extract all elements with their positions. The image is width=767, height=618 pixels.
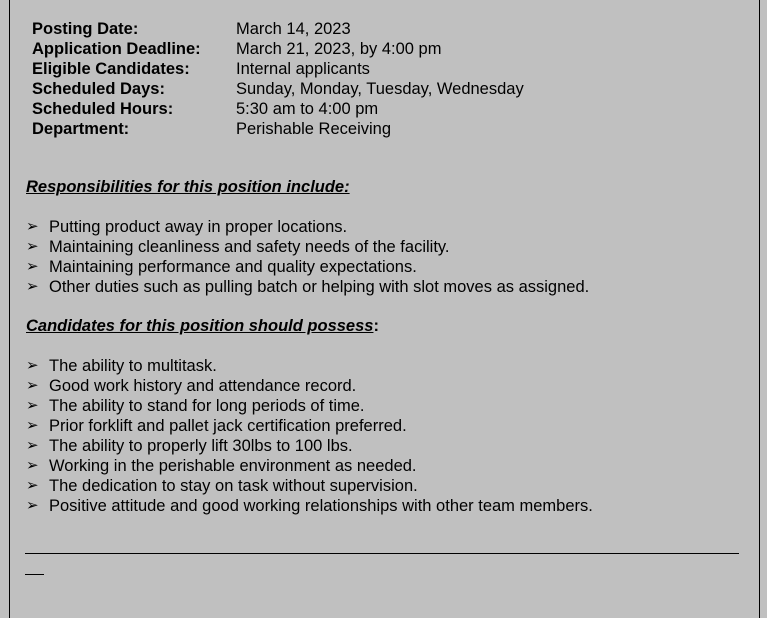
- arrowhead-bullet-icon: ➢: [26, 238, 39, 255]
- arrowhead-bullet-icon: ➢: [26, 497, 39, 514]
- posting-date-row: [32, 19, 524, 39]
- signature-rule: [25, 553, 739, 554]
- scheduled-days-row: [32, 79, 524, 99]
- list-item-text: Maintaining performance and quality expectations.: [49, 258, 417, 276]
- scheduled-days-label: Scheduled Days:: [32, 80, 165, 98]
- list-item: [26, 436, 593, 456]
- posting-info: [32, 19, 524, 139]
- signature-rule-continuation: [25, 574, 44, 575]
- scheduled-hours-value: 5:30 am to 4:00 pm: [236, 100, 379, 118]
- list-item-text: Maintaining cleanliness and safety needs of the facility.: [49, 238, 450, 256]
- list-item-text: Working in the perishable environment as needed.: [49, 457, 417, 475]
- list-item-text: The ability to multitask.: [49, 357, 217, 375]
- list-item: [26, 496, 593, 516]
- responsibilities-heading: [26, 177, 350, 197]
- list-item-text: Prior forklift and pallet jack certification preferred.: [49, 417, 407, 435]
- list-item: [26, 476, 593, 496]
- list-item: [26, 237, 589, 257]
- list-item: [26, 376, 593, 396]
- eligible-candidates-value: Internal applicants: [236, 60, 370, 78]
- arrowhead-bullet-icon: ➢: [26, 437, 39, 454]
- qualifications-list: [26, 356, 593, 516]
- scheduled-hours-label: Scheduled Hours:: [32, 100, 174, 118]
- list-item-text: The dedication to stay on task without supervision.: [49, 477, 418, 495]
- department-row: [32, 119, 524, 139]
- list-item: [26, 277, 589, 297]
- qualifications-heading-text: Candidates for this position should possess: [26, 317, 374, 335]
- application-deadline-label: Application Deadline:: [32, 40, 201, 58]
- arrowhead-bullet-icon: ➢: [26, 218, 39, 235]
- arrowhead-bullet-icon: ➢: [26, 258, 39, 275]
- posting-date-value: March 14, 2023: [236, 20, 351, 38]
- application-deadline-value: March 21, 2023, by 4:00 pm: [236, 40, 442, 58]
- scheduled-hours-row: [32, 99, 524, 119]
- list-item: [26, 416, 593, 436]
- list-item: [26, 356, 593, 376]
- list-item-text: Good work history and attendance record.: [49, 377, 357, 395]
- arrowhead-bullet-icon: ➢: [26, 377, 39, 394]
- list-item: [26, 456, 593, 476]
- list-item-text: Putting product away in proper locations.: [49, 218, 348, 236]
- responsibilities-list: [26, 217, 589, 297]
- application-deadline-row: [32, 39, 524, 59]
- responsibilities-heading-text: Responsibilities for this position include:: [26, 178, 350, 196]
- posting-date-label: Posting Date:: [32, 20, 139, 38]
- list-item: [26, 396, 593, 416]
- arrowhead-bullet-icon: ➢: [26, 357, 39, 374]
- eligible-candidates-label: Eligible Candidates:: [32, 60, 190, 78]
- arrowhead-bullet-icon: ➢: [26, 417, 39, 434]
- list-item-text: The ability to stand for long periods of time.: [49, 397, 365, 415]
- department-value: Perishable Receiving: [236, 120, 392, 138]
- arrowhead-bullet-icon: ➢: [26, 278, 39, 295]
- list-item: [26, 217, 589, 237]
- qualifications-heading-colon: :: [373, 317, 379, 335]
- list-item: [26, 257, 589, 277]
- list-item-text: The ability to properly lift 30lbs to 100 lbs.: [49, 437, 353, 455]
- list-item-text: Other duties such as pulling batch or helping with slot moves as assigned.: [49, 278, 590, 296]
- department-label: Department:: [32, 120, 130, 138]
- arrowhead-bullet-icon: ➢: [26, 477, 39, 494]
- eligible-candidates-row: [32, 59, 524, 79]
- list-item-text: Positive attitude and good working relationships with other team members.: [49, 497, 593, 515]
- arrowhead-bullet-icon: ➢: [26, 457, 39, 474]
- arrowhead-bullet-icon: ➢: [26, 397, 39, 414]
- qualifications-heading: [26, 316, 379, 336]
- scheduled-days-value: Sunday, Monday, Tuesday, Wednesday: [236, 80, 524, 98]
